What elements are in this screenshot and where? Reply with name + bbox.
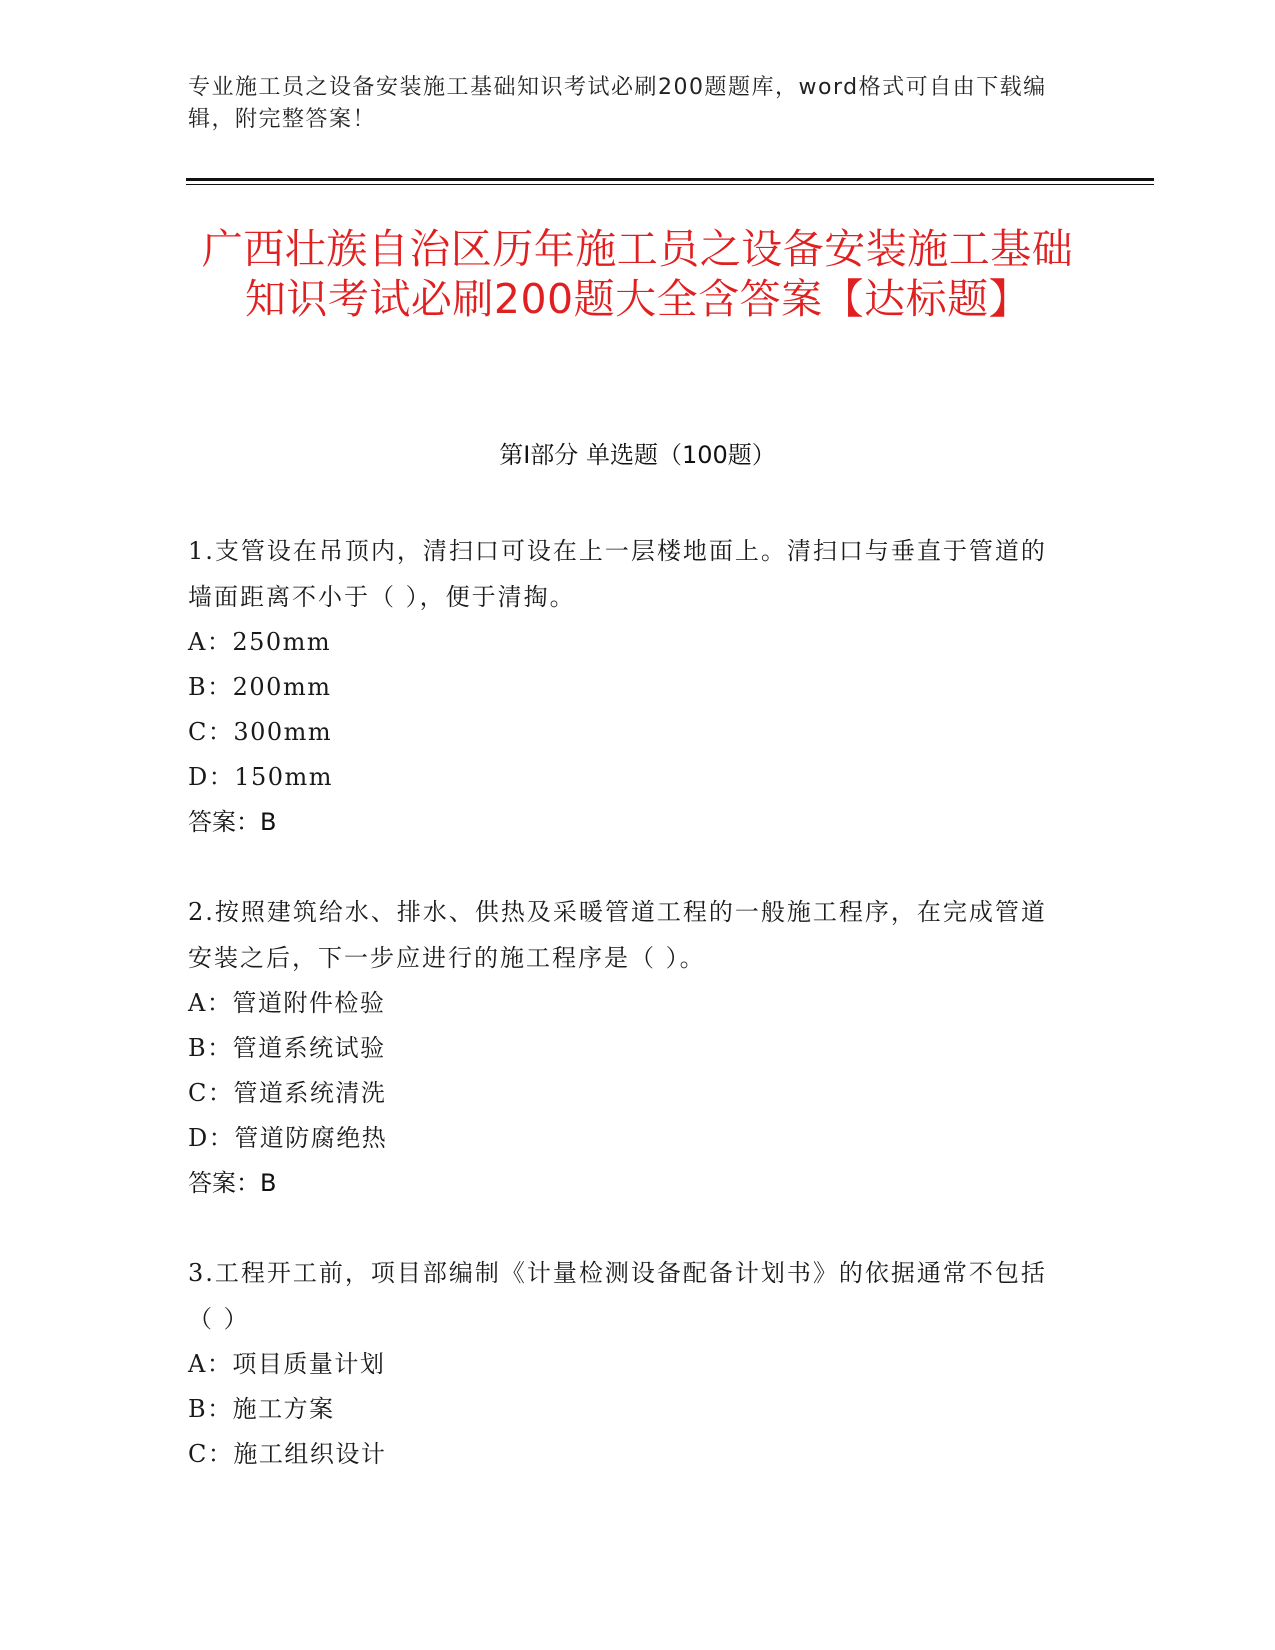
option-c: C：300mm: [188, 718, 333, 746]
option-a: A：项目质量计划: [188, 1350, 386, 1378]
question-3: [188, 1250, 1068, 1477]
answer: 答案：B: [188, 1169, 277, 1197]
question-1: [188, 528, 1068, 845]
question-list: [188, 528, 1068, 1521]
question-stem: 2.按照建筑给水、排水、供热及采暖管道工程的一般施工程序，在完成管道安装之后，下一步应进行的施工程序是（ ）。: [188, 898, 1047, 972]
option-c: C：施工组织设计: [188, 1440, 387, 1468]
option-d: D：管道防腐绝热: [188, 1124, 388, 1152]
option-a: A：250mm: [188, 628, 332, 656]
section-heading: 第Ⅰ部分 单选题（100题）: [499, 441, 776, 469]
document-title: 广西壮族自治区历年施工员之设备安装施工基础知识考试必刷200题大全含答案【达标题】: [201, 225, 1074, 323]
option-b: B：200mm: [188, 673, 332, 701]
header-note: 专业施工员之设备安装施工基础知识考试必刷200题题库，word格式可自由下载编辑，附完整答案！: [188, 75, 1047, 132]
question-2: [188, 889, 1068, 1206]
option-a: A：管道附件检验: [188, 989, 386, 1017]
option-b: B：管道系统试验: [188, 1034, 386, 1062]
answer: 答案：B: [188, 808, 277, 836]
header-divider-thick: [186, 178, 1154, 181]
option-d: D：150mm: [188, 763, 334, 791]
question-stem: 1.支管设在吊顶内，清扫口可设在上一层楼地面上。清扫口与垂直于管道的墙面距离不小于（ ），便于清掏。: [188, 537, 1047, 611]
question-stem: 3.工程开工前，项目部编制《计量检测设备配备计划书》的依据通常不包括（ ）: [188, 1259, 1047, 1333]
option-c: C：管道系统清洗: [188, 1079, 387, 1107]
header-divider-thin: [186, 184, 1154, 185]
option-b: B：施工方案: [188, 1395, 335, 1423]
